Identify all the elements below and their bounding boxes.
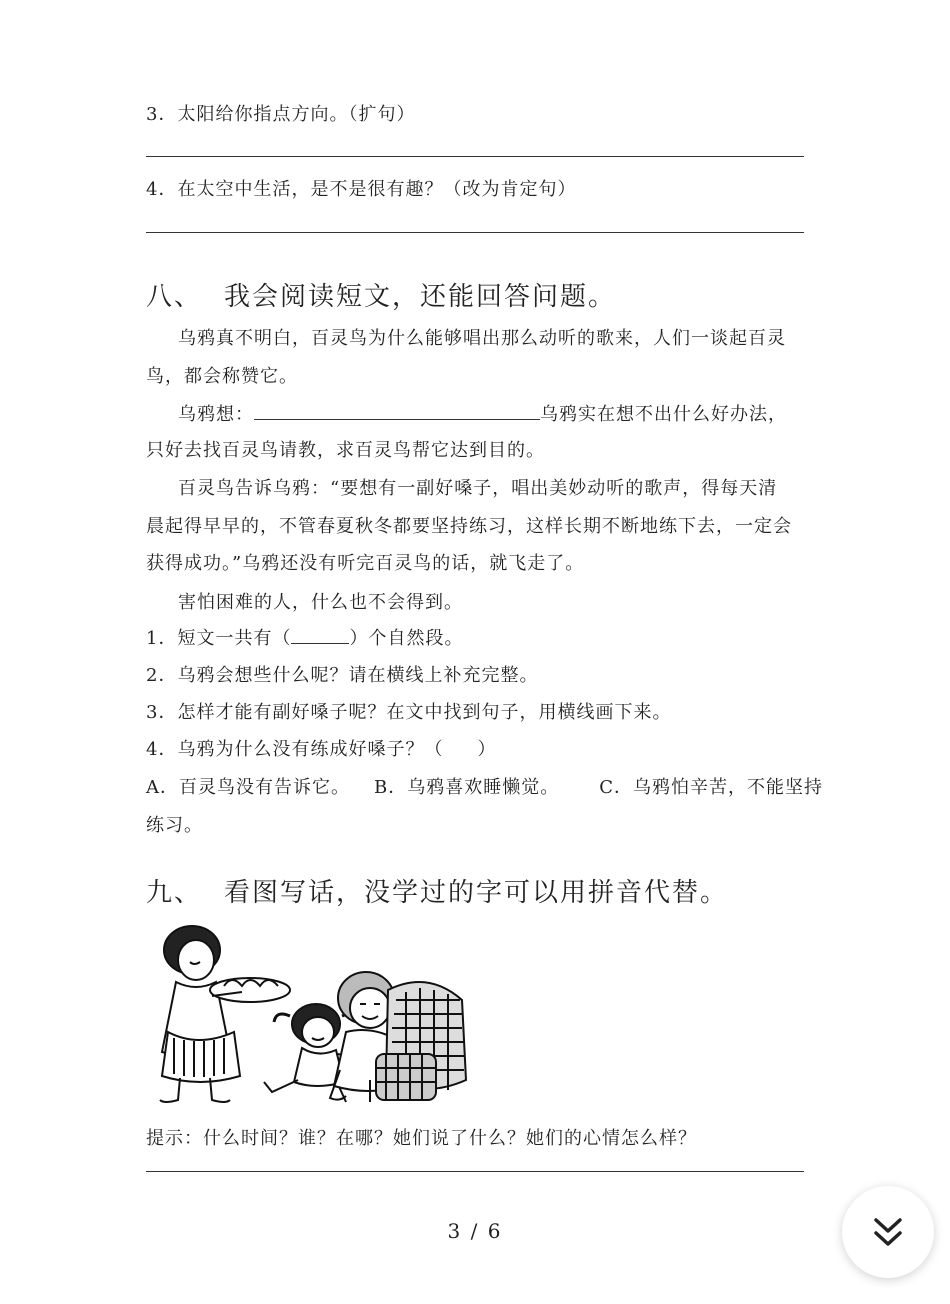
section-8-number: 八、 — [146, 282, 203, 312]
question-7-4: 4．在太空中生活，是不是很有趣？（改为肯定句） — [146, 179, 577, 200]
option-c[interactable]: C．乌鸦怕辛苦，不能坚持 — [599, 777, 824, 798]
answer-line-7-4[interactable] — [146, 232, 804, 233]
question-8-1-text-b: ）个自然段。 — [349, 628, 464, 649]
passage-p4: 害怕困难的人，什么也不会得到。 — [178, 592, 463, 613]
section-8-heading — [146, 276, 616, 313]
scroll-down-button[interactable] — [842, 1186, 934, 1278]
question-8-2: 2．乌鸦会想些什么呢？请在横线上补充完整。 — [146, 665, 539, 686]
crow-thought-blank[interactable] — [254, 403, 540, 420]
question-8-4-text-b: ） — [477, 739, 497, 760]
question-8-4-text-a: 4．乌鸦为什么没有练成好嗓子？（ — [146, 739, 444, 760]
question-8-4-options — [146, 773, 823, 799]
answer-line-7-3[interactable] — [146, 156, 804, 157]
passage-p2-start: 乌鸦想： — [178, 404, 254, 425]
option-c-line2: 练习。 — [146, 815, 203, 836]
writing-hint: 提示：什么时间？谁？在哪？她们说了什么？她们的心情怎么样？ — [146, 1128, 697, 1149]
page-indicator: 3 / 6 — [447, 1219, 503, 1243]
armchair — [376, 982, 466, 1100]
option-b[interactable]: B．乌鸦喜欢睡懒觉。 — [374, 777, 560, 798]
passage-p3-line2: 晨起得早早的，不管春夏秋冬都要坚持练习，这样长期不断地练下去，一定会 — [146, 516, 792, 537]
passage-p2-line1 — [178, 400, 787, 426]
passage-p1-line1: 乌鸦真不明白，百灵鸟为什么能够唱出那么动听的歌来，人们一谈起百灵 — [178, 328, 786, 349]
section-9-heading — [146, 872, 728, 909]
question-7-3: 3．太阳给你指点方向。（扩句） — [146, 104, 416, 125]
picture-illustration — [140, 920, 475, 1110]
paragraph-count-blank[interactable] — [291, 629, 349, 644]
option-a[interactable]: A．百灵鸟没有告诉它。 — [146, 777, 350, 798]
passage-p2-end: 乌鸦实在想不出什么好办法， — [540, 404, 787, 425]
section-9-number: 九、 — [146, 878, 203, 908]
question-8-3: 3．怎样才能有副好嗓子呢？在文中找到句子，用横线画下来。 — [146, 702, 672, 723]
mother-figure — [160, 926, 290, 1102]
passage-p1-line2: 鸟，都会称赞它。 — [146, 366, 298, 387]
question-8-1 — [146, 624, 463, 650]
question-8-4 — [146, 735, 496, 761]
passage-p3-line3: 获得成功。”乌鸦还没有听完百灵鸟的话，就飞走了。 — [146, 553, 585, 574]
passage-p2-line2: 只好去找百灵鸟请教，求百灵鸟帮它达到目的。 — [146, 440, 545, 461]
writing-answer-line[interactable] — [146, 1171, 804, 1172]
section-9-title: 看图写话，没学过的字可以用拼音代替。 — [224, 878, 729, 908]
passage-p3-line1: 百灵鸟告诉乌鸦：“要想有一副好嗓子，唱出美妙动听的歌声，得每天清 — [178, 478, 778, 499]
question-8-1-text-a: 1．短文一共有（ — [146, 628, 292, 649]
double-chevron-down-icon — [870, 1214, 906, 1250]
section-8-title: 我会阅读短文，还能回答问题。 — [224, 282, 617, 312]
